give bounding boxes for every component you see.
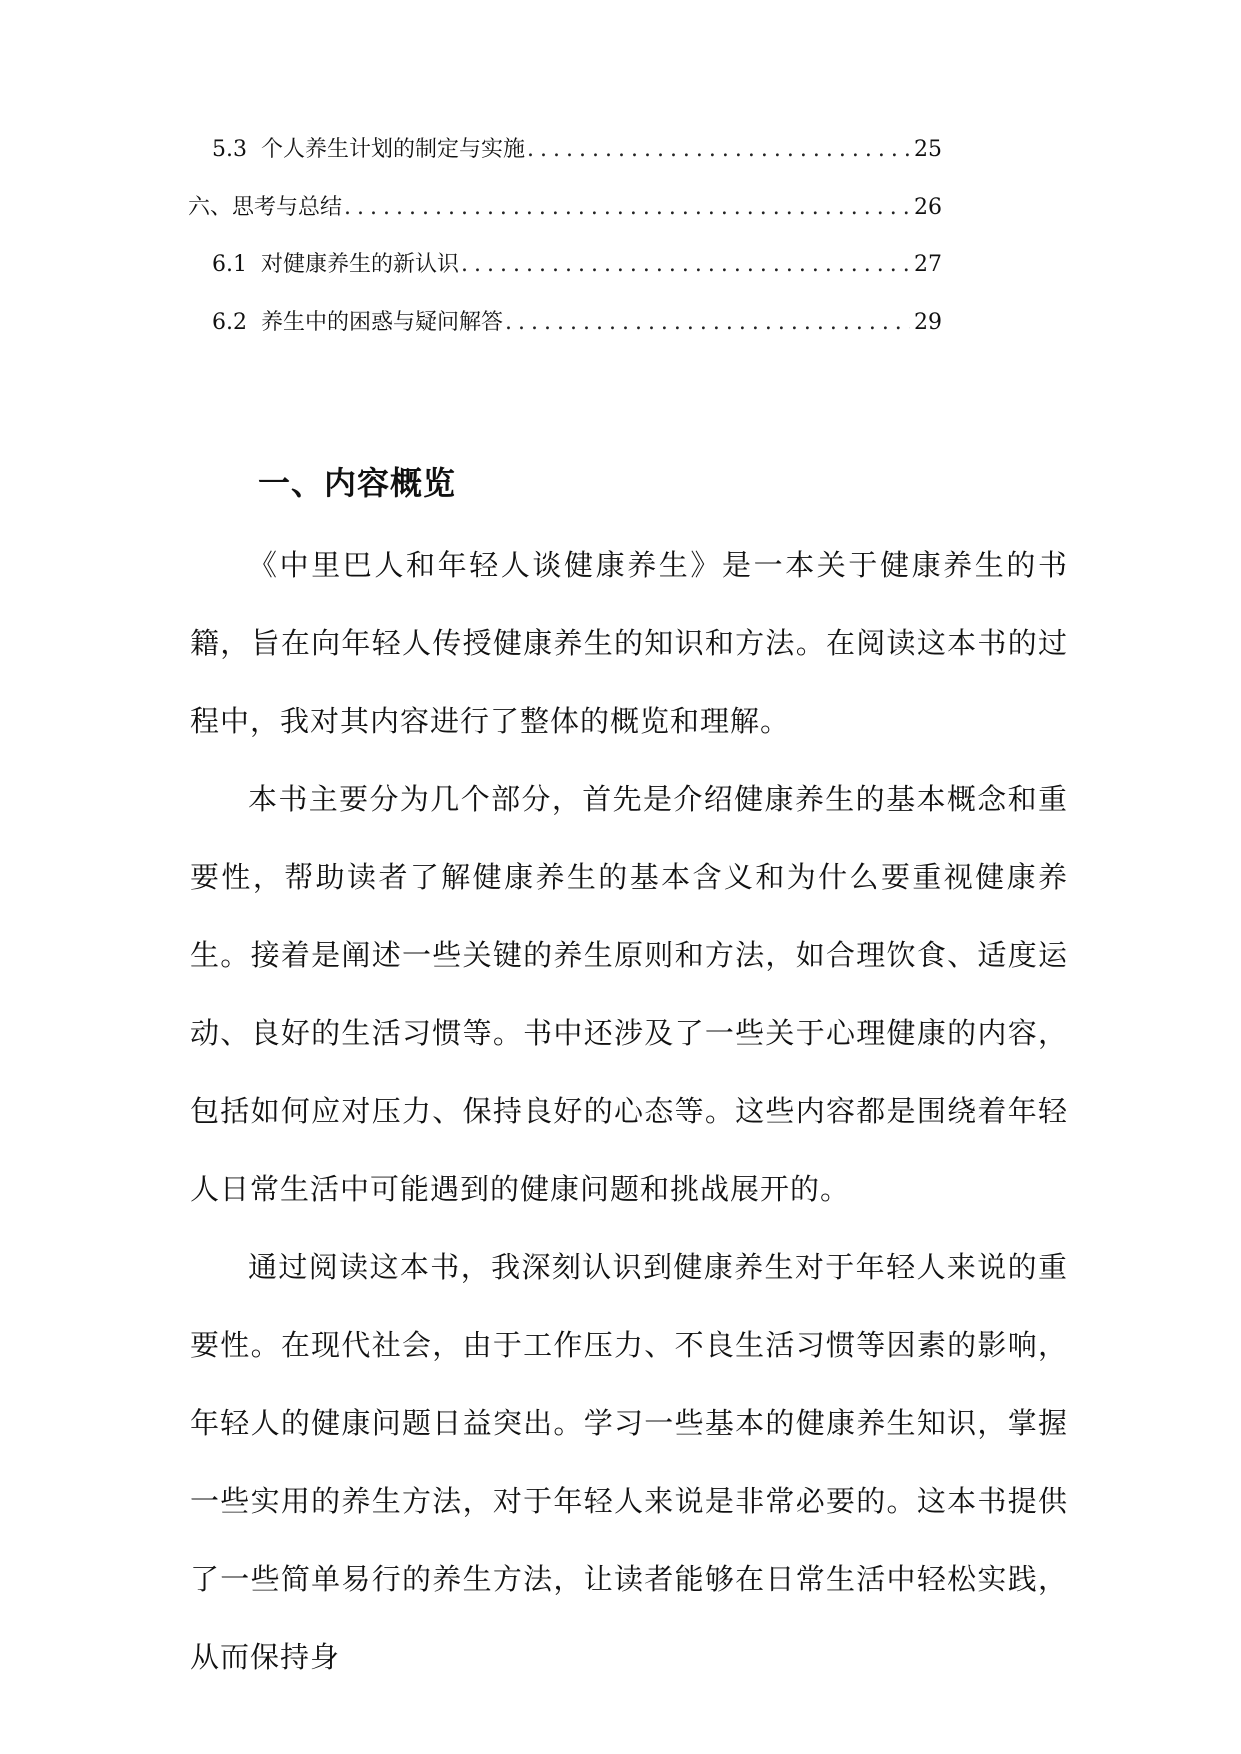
toc-entry[interactable] xyxy=(212,308,942,338)
toc-entry-number: 6.2 xyxy=(212,310,247,335)
toc-entry[interactable] xyxy=(188,193,942,223)
toc-entry-page: 29 xyxy=(914,310,942,335)
toc-entry-title: 六、思考与总结 xyxy=(188,195,343,220)
toc-entry-title: 养生中的困惑与疑问解答 xyxy=(261,310,504,335)
toc-dot-leader xyxy=(527,135,910,165)
toc-entry-page: 25 xyxy=(914,137,942,162)
section-heading: 一、内容概览 xyxy=(258,464,457,503)
toc-entry-page: 26 xyxy=(914,195,942,220)
section-body xyxy=(190,526,1068,1696)
toc-dot-leader xyxy=(461,250,910,280)
paragraph: 本书主要分为几个部分，首先是介绍健康养生的基本概念和重要性，帮助读者了解健康养生的基本含义和为什么要重视健康养生。接着是阐述一些关键的养生原则和方法，如合理饮食、适度运动、良好的生活习惯等。书中还涉及了一些关于心理健康的内容，包括如何应对压力、保持良好的心态等。这些内容都是围绕着年轻人日常生活中可能遇到的健康问题和挑战展开的。 xyxy=(190,782,1068,1206)
toc-entry-number: 6.1 xyxy=(212,252,247,277)
toc-entry-title: 个人养生计划的制定与实施 xyxy=(261,137,526,162)
toc-entry[interactable] xyxy=(212,250,942,280)
paragraph: 通过阅读这本书，我深刻认识到健康养生对于年轻人来说的重要性。在现代社会，由于工作压力、不良生活习惯等因素的影响，年轻人的健康问题日益突出。学习一些基本的健康养生知识，掌握一些实用的养生方法，对于年轻人来说是非常必要的。这本书提供了一些简单易行的养生方法，让读者能够在日常生活中轻松实践，从而保持身 xyxy=(190,1250,1068,1674)
toc-entry-number: 5.3 xyxy=(212,137,247,162)
toc-entry-page: 27 xyxy=(914,252,942,277)
paragraph: 《中里巴人和年轻人谈健康养生》是一本关于健康养生的书籍，旨在向年轻人传授健康养生的知识和方法。在阅读这本书的过程中，我对其内容进行了整体的概览和理解。 xyxy=(190,548,1068,738)
toc-entry-title: 对健康养生的新认识 xyxy=(261,252,460,277)
toc-entry[interactable] xyxy=(212,135,942,165)
toc-dot-leader xyxy=(344,193,910,223)
toc-dot-leader xyxy=(505,308,910,338)
